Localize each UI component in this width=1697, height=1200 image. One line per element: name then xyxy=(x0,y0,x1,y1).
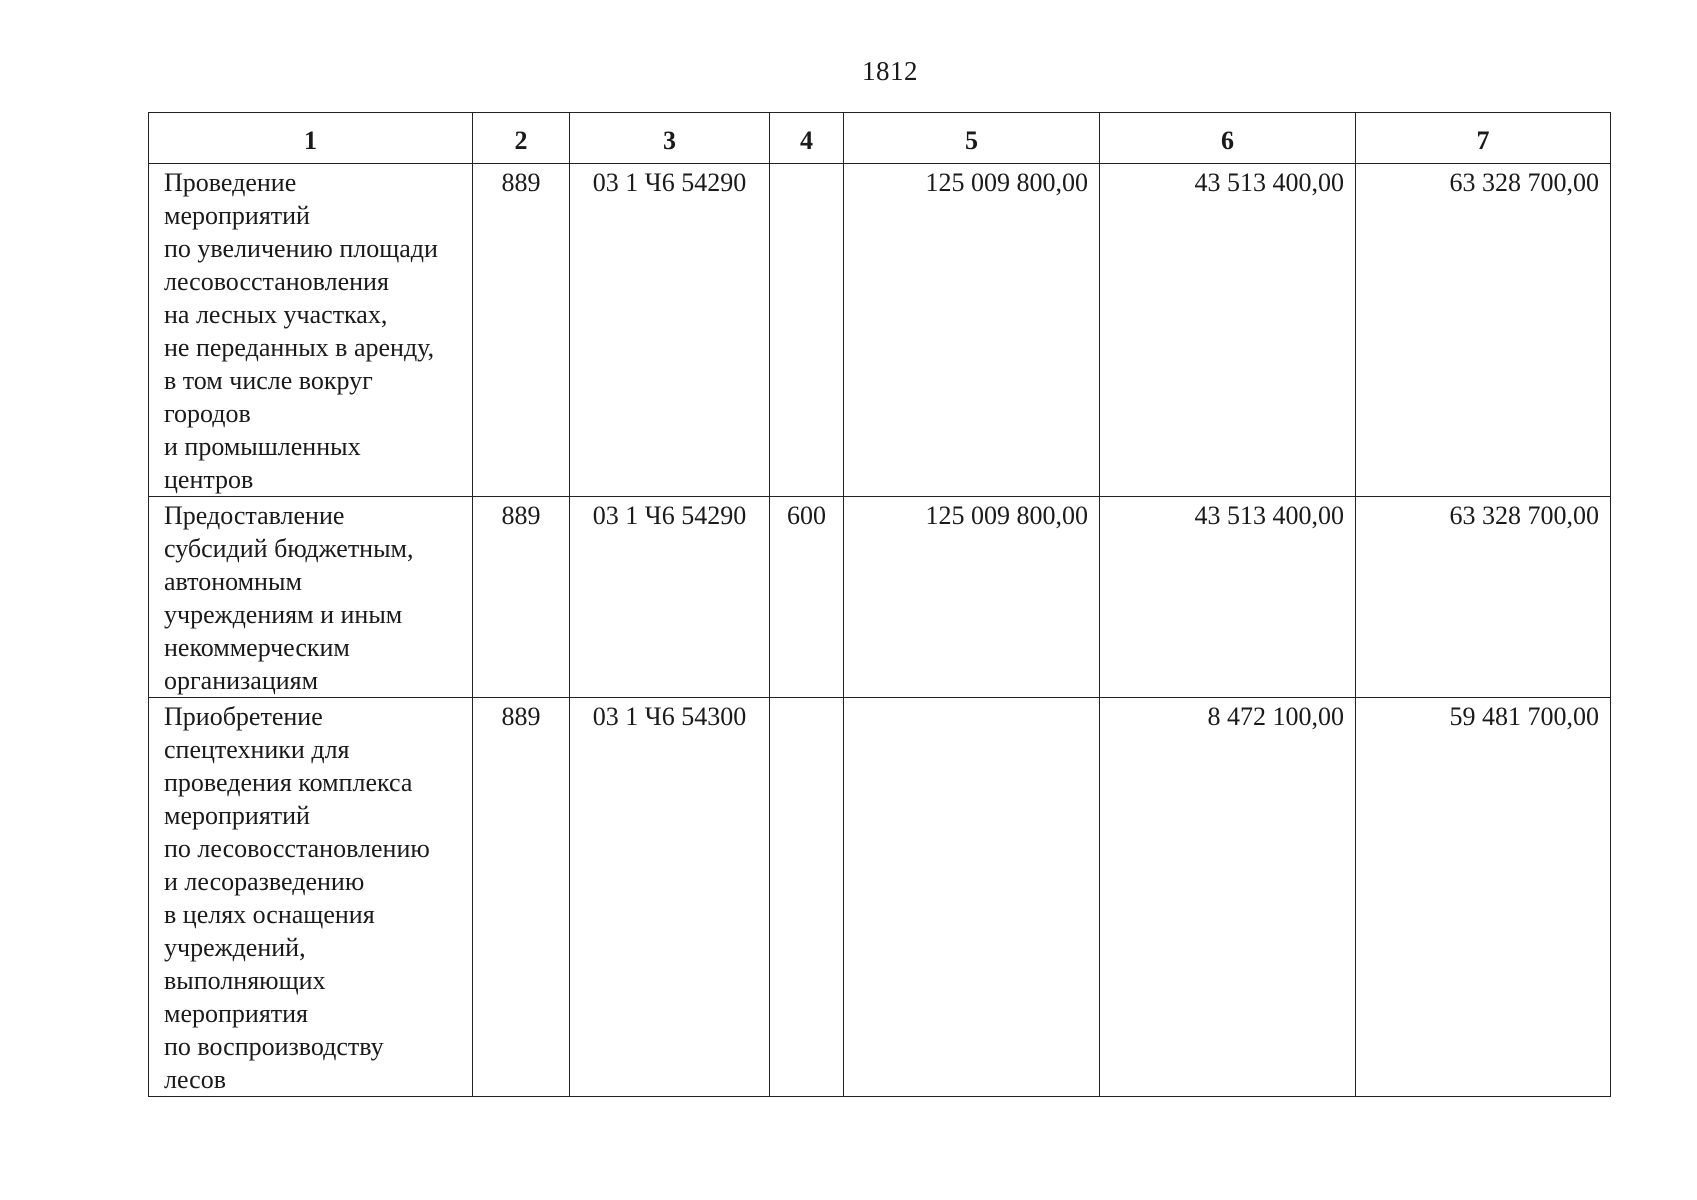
table-header-row xyxy=(149,113,1611,164)
row-amount-col5 xyxy=(844,698,1100,1097)
page-number: 1812 xyxy=(862,56,918,86)
header-col-2: 2 xyxy=(473,113,570,164)
row-amount-col5: 125 009 800,00 xyxy=(844,164,1100,497)
row-expense-type xyxy=(770,698,844,1097)
row-target-code: 03 1 Ч6 54300 xyxy=(570,698,770,1097)
row-admin-code: 889 xyxy=(473,164,570,497)
table-row xyxy=(149,698,1611,1097)
row-target-code: 03 1 Ч6 54290 xyxy=(570,497,770,698)
header-col-5: 5 xyxy=(844,113,1100,164)
row-admin-code: 889 xyxy=(473,497,570,698)
header-col-1: 1 xyxy=(149,113,473,164)
row-amount-col7: 59 481 700,00 xyxy=(1356,698,1611,1097)
row-name: Предоставление субсидий бюджетным, автономным учреждениям и иным некоммерческим организациям xyxy=(149,497,473,698)
header-col-3: 3 xyxy=(570,113,770,164)
header-col-7: 7 xyxy=(1356,113,1611,164)
header-col-6: 6 xyxy=(1100,113,1356,164)
row-name: Проведение мероприятий по увеличению площади лесовосстановления на лесных участках, не переданных в аренду, в том числе вокруг городов и промышленных центров xyxy=(149,164,473,497)
table-row xyxy=(149,497,1611,698)
row-amount-col7: 63 328 700,00 xyxy=(1356,164,1611,497)
row-target-code: 03 1 Ч6 54290 xyxy=(570,164,770,497)
row-amount-col6: 43 513 400,00 xyxy=(1100,164,1356,497)
row-amount-col6: 43 513 400,00 xyxy=(1100,497,1356,698)
row-expense-type: 600 xyxy=(770,497,844,698)
table-row xyxy=(149,164,1611,497)
row-amount-col5: 125 009 800,00 xyxy=(844,497,1100,698)
row-amount-col6: 8 472 100,00 xyxy=(1100,698,1356,1097)
header-col-4: 4 xyxy=(770,113,844,164)
budget-table xyxy=(148,112,1611,1097)
row-amount-col7: 63 328 700,00 xyxy=(1356,497,1611,698)
row-expense-type xyxy=(770,164,844,497)
row-admin-code: 889 xyxy=(473,698,570,1097)
row-name: Приобретение спецтехники для проведения комплекса мероприятий по лесовосстановлению и лесоразведению в целях оснащения учреждений, выполняющих мероприятия по воспроизводству лесов xyxy=(149,698,473,1097)
